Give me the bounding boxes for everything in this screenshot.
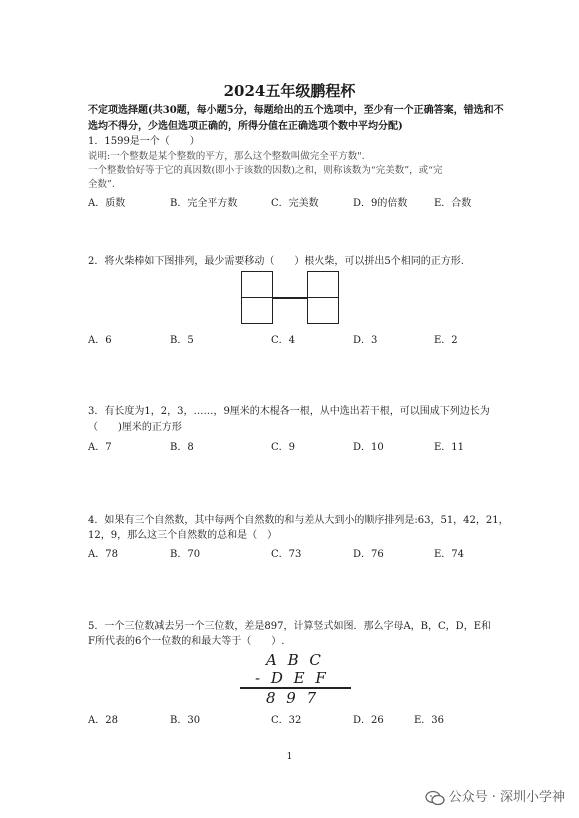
q4-option-c: C．73 — [271, 549, 302, 560]
q4-option-d: D．76 — [353, 549, 384, 560]
q3-option-e: E．11 — [434, 442, 465, 453]
q2-option-d: D．3 — [353, 335, 378, 346]
match-square — [307, 297, 339, 324]
q3-option-d: D．10 — [353, 442, 384, 453]
match-square — [307, 271, 339, 298]
q2-option-c: C．4 — [271, 335, 296, 346]
q3-stem-1: 3．有长度为1，2，3，……，9厘米的木棍各一根，从中选出若干根，可以围成下列边长为 — [88, 406, 490, 417]
watermark-text: 公众号 · 深圳小学神 — [448, 790, 565, 805]
wechat-icon — [425, 790, 445, 806]
page-number: 1 — [286, 752, 293, 762]
q2-stem: 2．将火柴棒如下图排列，最少需要移动（ ）根火柴，可以拼出5个相同的正方形. — [88, 256, 464, 267]
q5-option-b: B．30 — [170, 715, 201, 726]
q4-option-a: A．78 — [88, 549, 118, 560]
q2-option-b: B．5 — [170, 335, 194, 346]
q3-option-c: C．9 — [271, 442, 296, 453]
subtraction-row-1: A B C — [266, 651, 321, 669]
q1-option-a: A．质数 — [88, 198, 126, 209]
q2-option-a: A．6 — [88, 335, 112, 346]
q5-option-c: C．32 — [271, 715, 302, 726]
page-title: 2024五年级鹏程杯 — [223, 82, 356, 100]
q1-note-1: 说明:一个整数是某个整数的平方，那么这个整数叫做完全平方数". — [88, 151, 365, 162]
q3-option-a: A．7 — [88, 442, 112, 453]
q1-option-b: B．完全平方数 — [170, 198, 238, 209]
q1-stem: 1．1599是一个（ ） — [88, 136, 200, 147]
q1-option-e: E．合数 — [434, 198, 472, 209]
q1-option-c: C．完美数 — [271, 198, 319, 209]
q4-stem-2: 12，9，那么这三个自然数的总和是（ ） — [88, 530, 278, 541]
instructions: 不定项选择题(共30题，每小题5分，每题给出的五个选项中，至少有一个正确答案，错选和不选均不得分，少选但选项正确的，所得分值在正确选项个数中平均分配) — [88, 105, 504, 132]
q2-option-e: E．2 — [434, 335, 458, 346]
q5-stem-1: 5．一个三位数减去另一个三位数，差是897，计算竖式如图．那么字母A，B，C，D，E和 — [88, 621, 491, 632]
subtraction-result: 8 9 7 — [266, 689, 317, 707]
q4-option-e: E．74 — [434, 549, 465, 560]
q4-option-b: B．70 — [170, 549, 201, 560]
q1-note-2: 一个整数恰好等于它的真因数(即小于该数的因数)之和，则称该数为“完美数”，或“完 — [88, 165, 443, 176]
subtraction-row-2: - D E F — [255, 669, 326, 687]
q5-option-a: A．28 — [88, 715, 118, 726]
match-bridge — [273, 297, 307, 299]
q3-option-b: B．8 — [170, 442, 194, 453]
q5-option-d: D．26 — [353, 715, 384, 726]
match-square — [241, 297, 273, 324]
watermark — [425, 786, 565, 806]
q1-note-3: 全数”. — [88, 179, 115, 190]
q1-option-d: D．9的倍数 — [353, 198, 408, 209]
q3-stem-2: （ )厘米的正方形 — [88, 422, 182, 433]
q5-option-e: E．36 — [414, 715, 445, 726]
q4-stem-1: 4．如果有三个自然数，其中每两个自然数的和与差从大到小的顺序排列是:63，51，42，21， — [88, 515, 509, 526]
q5-stem-2: F所代表的6个一位数的和最大等于（ ）. — [88, 636, 285, 647]
match-square — [241, 271, 273, 298]
